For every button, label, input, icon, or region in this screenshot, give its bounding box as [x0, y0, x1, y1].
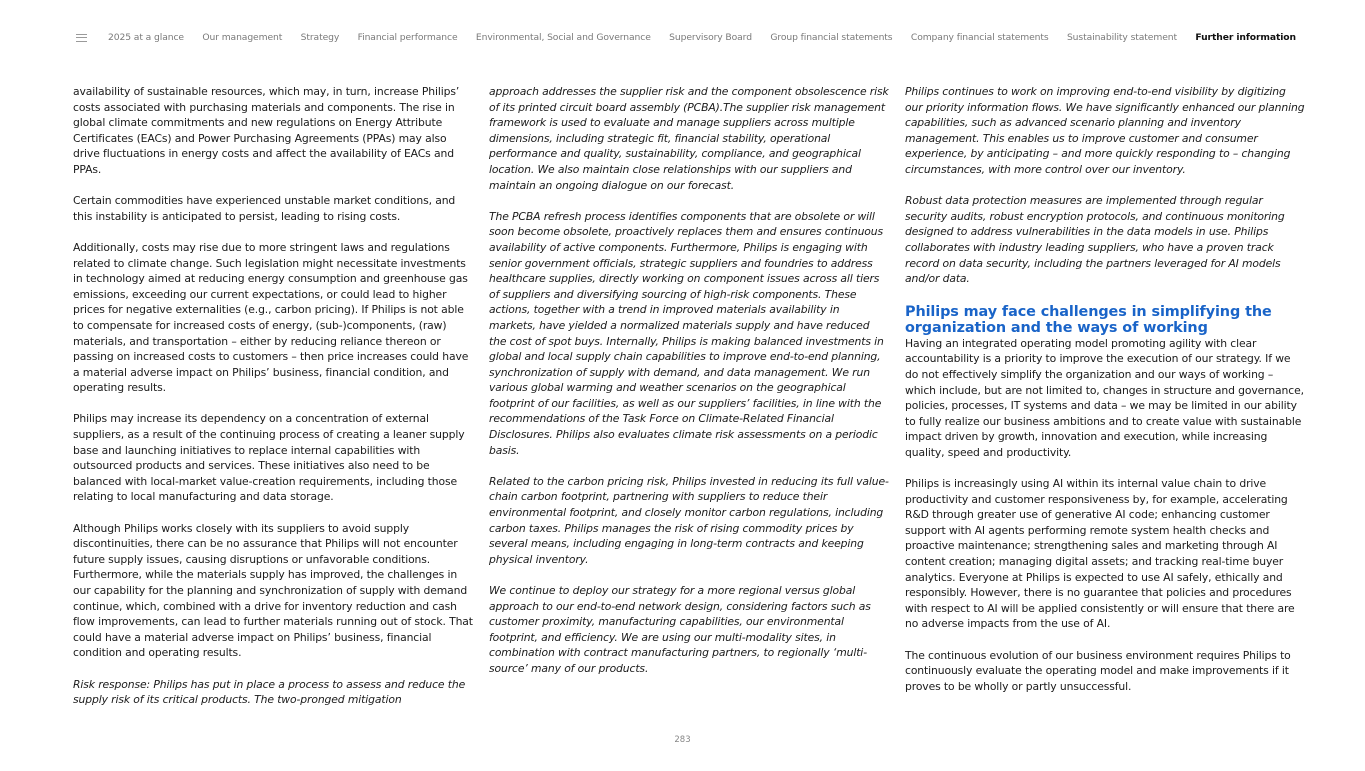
paragraph: Related to the carbon pricing risk, Philips invested in reducing its full value-chain carbon footprint, partnering with suppliers to reduce their environmental footprint, and closely monitor carbon regulations, including carbon taxes. Philips manages the risk of rising commodity prices by several means, including engaging in long-term contracts and keeping physical inventory.	[489, 474, 889, 566]
nav-item-sustainability-statement[interactable]: Sustainability statement	[1066, 31, 1177, 43]
nav-item-our-management[interactable]: Our management	[202, 31, 283, 43]
top-navigation	[76, 28, 1314, 46]
nav-item-strategy[interactable]: Strategy	[300, 31, 340, 43]
nav-item-financial-performance[interactable]: Financial performance	[357, 31, 458, 43]
section-heading: Philips may face challenges in simplifying the organization and the ways of working	[905, 303, 1272, 336]
paragraph: Certain commodities have experienced unstable market conditions, and this instability is anticipated to persist, leading to rising costs.	[73, 194, 456, 223]
paragraph: The PCBA refresh process identifies components that are obsolete or will soon become obsolete, proactively replaces them and ensures continuous availability of active components. Furthermore, Philips is engaging with senior government officials, strategic suppliers and foundries to address healthcare supplies, directly working on component issues across all tiers of suppliers and diversifying sourcing of high-risk components. These actions, together with a trend in improved materials availability in markets, have yielded a normalized materials supply and have reduced the cost of spot buys. Internally, Philips is making balanced investments in global and local supply chain capabilities to improve end-to-end planning, synchronization of supply with demand, and data management. We run various global warming and weather scenarios on the geographical footprint of our facilities, as well as our suppliers’ facilities, in line with the recommendations of the Task Force on Climate-Related Financial Disclosures. Philips also evaluates climate risk assessments on a periodic basis.	[489, 209, 884, 457]
text-column-3	[905, 84, 1305, 710]
paragraph: approach addresses the supplier risk and the component obsolescence risk of its printed circuit board assembly (PCBA).The supplier risk management framework is used to evaluate and manage suppliers across multiple dimensions, including strategic fit, financial stability, operational performance and quality, sustainability, compliance, and geographical location. We also maintain close relationships with our suppliers and maintain an ongoing dialogue on our forecast.	[489, 85, 889, 192]
paragraph: Although Philips works closely with its suppliers to avoid supply discontinuities, there can be no assurance that Philips will not encounter future supply issues, causing disruptions or unfavorable conditions. Furthermore, while the materials supply has improved, the challenges in our capability for the planning and synchronization of supply with demand continue, which, combined with a drive for inventory reduction and cash flow improvements, can lead to further materials running out of stock. That could have a material adverse impact on Philips’ business, financial condition and operating results.	[73, 521, 473, 660]
page-number: 283	[674, 735, 691, 745]
hamburger-menu-icon[interactable]	[76, 34, 87, 42]
paragraph: Additionally, costs may rise due to more stringent laws and regulations related to climate change. Such legislation might necessitate investments in technology aimed at reducing energy consumption and greenhouse gas emissions, exceeding our current expectations, or could lead to higher prices for negative externalities (e.g., carbon pricing). If Philips is not able to compensate for increased costs of energy, (sub-)components, (raw) materials, and transportation – either by reducing reliance thereon or passing on increased costs to customers – then price increases could have a material adverse impact on Philips’ business, financial condition, and operating results.	[73, 240, 469, 395]
paragraph: availability of sustainable resources, which may, in turn, increase Philips’ costs associated with purchasing materials and components. The rise in global climate commitments and new regulations on Energy Attribute Certificates (EACs) and Power Purchasing Agreements (PPAs) may also drive fluctuations in energy costs and affect the availability of EACs and PPAs.	[73, 85, 460, 176]
paragraph: Robust data protection measures are implemented through regular security audits, robust encryption protocols, and continuous monitoring designed to address vulnerabilities in the data models in use. Philips collaborates with industry leading suppliers, who have a proven track record on data security, including the partners leveraged for AI models and/or data.	[905, 194, 1285, 286]
text-column-1	[73, 84, 473, 723]
nav-item-esg[interactable]: Environmental, Social and Governance	[475, 31, 651, 43]
risk-response-paragraph: Risk response: Philips has put in place a process to assess and reduce the supply risk of its critical products. The two-pronged mitigation	[73, 677, 466, 707]
paragraph: Philips is increasingly using AI within its internal value chain to drive productivity and customer responsiveness by, for example, accelerating R&D through greater use of generative AI code; enhancing customer support with AI agents performing remote system health checks and proactive maintenance; strengthening sales and marketing through AI content creation; managing digital assets; and tracking real-time buyer analytics. Everyone at Philips is expected to use AI safely, ethically and responsibly. However, there is no guarantee that policies and procedures with respect to AI will be applied consistently or will ensure that there are no adverse impacts from the use of AI.	[905, 477, 1295, 631]
nav-item-further-information[interactable]: Further information	[1195, 31, 1296, 43]
paragraph: The continuous evolution of our business environment requires Philips to continuously evaluate the operating model and make improvements if it proves to be wholly or partly unsuccessful.	[905, 648, 1291, 693]
text-column-2	[489, 84, 889, 692]
nav-item-at-a-glance[interactable]: 2025 at a glance	[108, 31, 184, 43]
nav-item-group-financial-statements[interactable]: Group financial statements	[770, 31, 893, 43]
paragraph: Philips continues to work on improving end-to-end visibility by digitizing our priority information flows. We have significantly enhanced our planning capabilities, such as advanced scenario planning and inventory management. This enables us to improve customer and consumer experience, by anticipating – and more quickly responding to – changing circumstances, with more control over our inventory.	[905, 85, 1305, 176]
nav-item-company-financial-statements[interactable]: Company financial statements	[910, 31, 1049, 43]
paragraph: Having an integrated operating model promoting agility with clear accountability is a priority to improve the execution of our strategy. If we do not effectively simplify the organization and our ways of working – which include, but are not limited to, changes in structure and governance, policies, processes, IT systems and data – we may be limited in our ability to fully realize our business ambitions and to create value with sustainable impact driven by growth, innovation and execution, while increasing quality, speed and productivity.	[905, 336, 1304, 459]
paragraph: We continue to deploy our strategy for a more regional versus global approach to our end-to-end network design, considering factors such as customer proximity, manufacturing capabilities, our environmental footprint, and efficiency. We are using our multi-modality sites, in combination with contract manufacturing partners, to regionally ‘multi-source’ many of our products.	[489, 584, 871, 675]
nav-item-supervisory-board[interactable]: Supervisory Board	[669, 31, 752, 43]
paragraph: Philips may increase its dependency on a concentration of external suppliers, as a result of the continuing process of creating a leaner supply base and launching initiatives to replace internal capabilities with outsourced products and services. These initiatives also need to be balanced with local-market value-creation requirements, including those relating to local manufacturing and data storage.	[73, 412, 465, 504]
